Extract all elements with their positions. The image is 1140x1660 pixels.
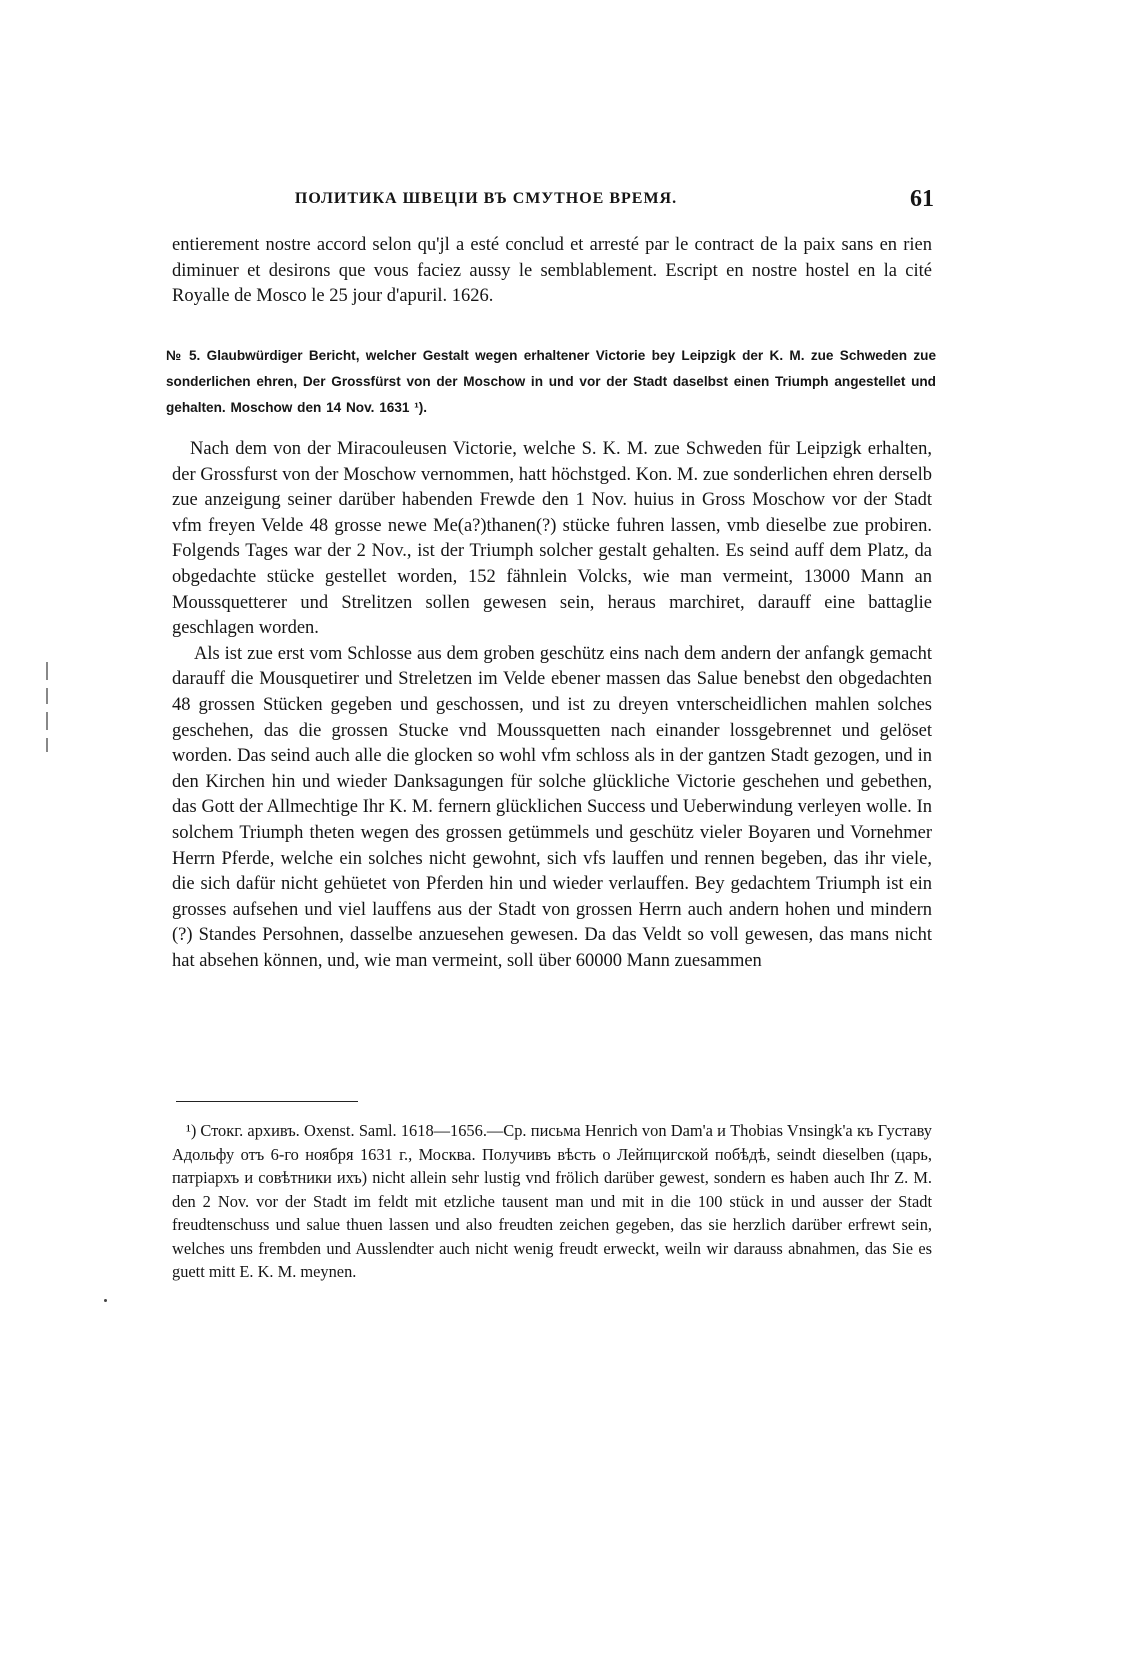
scan-speck [104,1299,107,1302]
footnote [172,1119,932,1284]
document-heading: № 5. Glaubwürdiger Bericht, welcher Gestalt wegen erhaltener Victorie bey Leipzigk der K. M. zue Schweden zue sonderlichen ehren, Der Grossfürst von der Moschow in und vor der Stadt daselbst einen Triumph angestellet und gehalten. Moschow den 14 Nov. 1631 ¹). [166,348,936,415]
footnote-marker: ¹) [186,1121,197,1140]
body-paragraph-2: Als ist zue erst vom Schlosse aus dem groben geschütz eins nach dem andern der anfangk gemacht darauff die Mousquetirer und Streletzen im Velde ebener massen das Salue benebst den obgedachten 48 grossen Stücken gegeben und geschossen, und ist zu dreyen vnterscheidlichen mahlen solches geschehen, das die grossen Stucke vnd Moussquetten nach einander lossgebrennet und gelöset worden. Das seind auch alle die glocken so wohl vfm schloss als in der gantzen Stadt gezogen, und in den Kirchen hin und wieder Danksagungen für solche glückliche Victorie geschehen und gebethen, das Gott der Allmechtige Ihr K. M. fernern glücklichen Success und Ueberwindung verleyen wolle. In solchem Triumph theten wegen des grossen getümmels und geschütz vieler Boyaren und Vornehmer Herrn Pferde, welche ein solches nicht gewohnt, sich vfs lauffen und rennen begeben, das ihr viele, die sich dafür nicht gehüetet von Pferden hin und wieder verlauffen. Bey gedachtem Triumph ist ein grosses aufsehen und viel lauffens aus der Stadt von grossen Herrn auch andern hohen und mindern (?) Standes Persohnen, dasselbe anzuesehen gewesen. Da das Veldt so voll gewesen, das mans nicht hat absehen können, und, wie man vermeint, soll über 60000 Mann zuesammen [172,643,932,971]
running-title: ПОЛИТИКА ШВЕЦIИ ВЪ СМУТНОЕ ВРЕМЯ. [294,190,678,207]
footnote-rule [176,1101,358,1102]
body-paragraph-1: Nach dem von der Miracouleusen Victorie, welche S. K. M. zue Schweden für Leipzigk erhalten, der Grossfurst von der Moschow vernommen, hatt höchstged. Kon. M. zue sonderlichen ehren derselb zue anzeigung seiner darüber habenden Frewde den 1 Nov. huius in Gross Moschow vor der Stadt vfm freyen Velde 48 grosse newe Me(a?)thanen(?) stücke fuhren lassen, vmb dieselbe zue probiren. Folgends Tages war der 2 Nov., ist der Triumph solcher gestalt gehalten. Es seind auff dem Platz, da obgedachte stücke gestellet worden, 152 fähnlein Volcks, wie man vermeint, 13000 Mann an Moussquetterer und Strelitzen sollen gewesen sein, heraus marchiret, darauff eine battaglie geschlagen worden. [172,439,932,639]
main-text [172,437,932,974]
footnote-text: Стокг. архивъ. Oxenst. Saml. 1618—1656.—Ср. письма Henrich von Dam'a и Thobias Vnsingk'a къ Густаву Адольфу отъ 6-го ноября 1631 г., Москва. Получивъ вѣсть о Лейпцигской побѣдѣ, seindt dieselben (царь, патрiархъ и совѣтники ихъ) nicht allein sehr lustig vnd frölich darüber gewest, sondern es haben auch Ihr Z. M. den 2 Nov. vor der Stadt im feldt mit etzliche tausent man und mit in die 100 stück in und ausser der Stadt freudtenschuss und salue thuen lassen und also freudten zeichen gegeben, das sie herzlich darüber erfrewt sein, welches uns frembden und Ausslendter auch nicht wenig freudt erweckt, weiln wir darauss abnahmen, das Sie es guett mitt E. K. M. meynen. [172,1121,932,1281]
running-head [170,186,934,220]
page-number: 61 [910,186,934,212]
continuation-paragraph: entierement nostre accord selon qu'jl a esté conclud et arresté par le contract de la paix sans en rien diminuer et desirons que vous faciez aussy le semblablement. Escript en nostre hostel en la cité Royalle de Mosco le 25 jour d'apuril. 1626. [172,235,932,307]
margin-marks [44,662,52,752]
